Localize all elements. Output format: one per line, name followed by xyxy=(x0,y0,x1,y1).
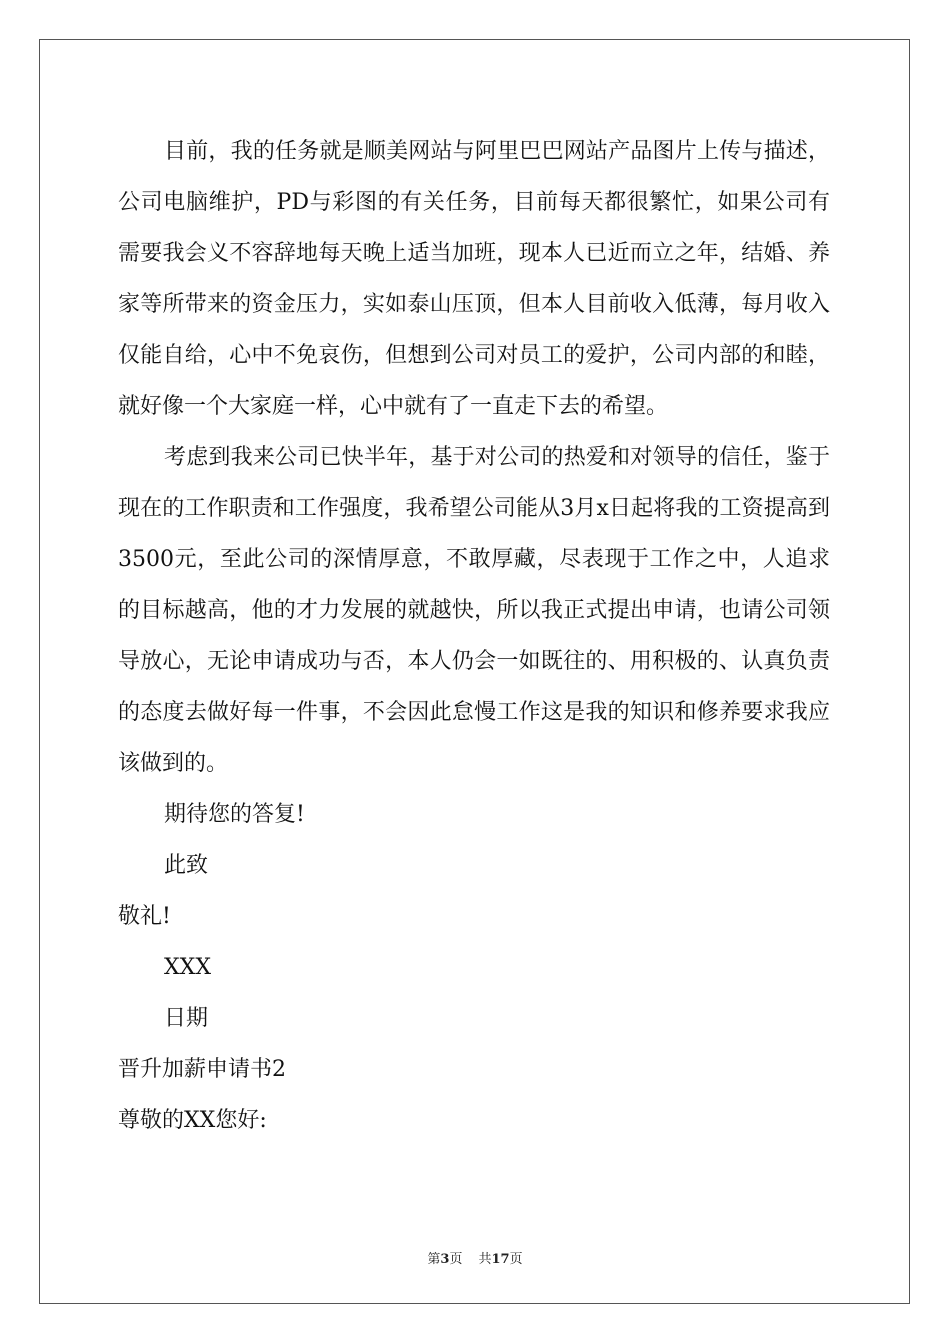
page-suffix: 页 xyxy=(449,1252,463,1267)
date-line: 日期 xyxy=(164,1006,209,1031)
closing-salute-2: 敬礼! xyxy=(118,904,171,929)
document-body xyxy=(118,126,830,1146)
page-footer xyxy=(0,1248,950,1267)
salutation: 尊敬的XX您好: xyxy=(118,1108,267,1133)
paragraph-2: 考虑到我来公司已快半年，基于对公司的热爱和对领导的信任，鉴于现在的工作职责和工作强度，我希望公司能从3月x日起将我的工资提高到3500元，至此公司的深情厚意，不敢厚藏，尽表现于工作之中，人追求的目标越高，他的才力发展的就越快，所以我正式提出申请，也请公司领导放心，无论申请成功与否，本人仍会一如既往的、用积极的、认真负责的态度去做好每一件事，不会因此怠慢工作这是我的知识和修养要求我应该做到的。 xyxy=(118,445,830,776)
total-suffix: 页 xyxy=(509,1252,523,1267)
closing-salute-1: 此致 xyxy=(164,853,209,878)
page-prefix: 第 xyxy=(427,1252,441,1267)
page-current: 3 xyxy=(440,1252,450,1267)
total-prefix: 共 xyxy=(478,1252,492,1267)
section-title: 晋升加薪申请书2 xyxy=(118,1057,286,1082)
signature: XXX xyxy=(164,955,211,980)
paragraph-1: 目前，我的任务就是顺美网站与阿里巴巴网站产品图片上传与描述，公司电脑维护，PD与彩图的有关任务，目前每天都很繁忙，如果公司有需要我会义不容辞地每天晚上适当加班，现本人已近而立之年，结婚、养家等所带来的资金压力，实如泰山压顶，但本人目前收入低薄，每月收入仅能自给，心中不免哀伤，但想到公司对员工的爱护，公司内部的和睦，就好像一个大家庭一样，心中就有了一直走下去的希望。 xyxy=(118,139,830,419)
page-total: 17 xyxy=(491,1252,510,1267)
closing-wish: 期待您的答复! xyxy=(164,802,305,827)
